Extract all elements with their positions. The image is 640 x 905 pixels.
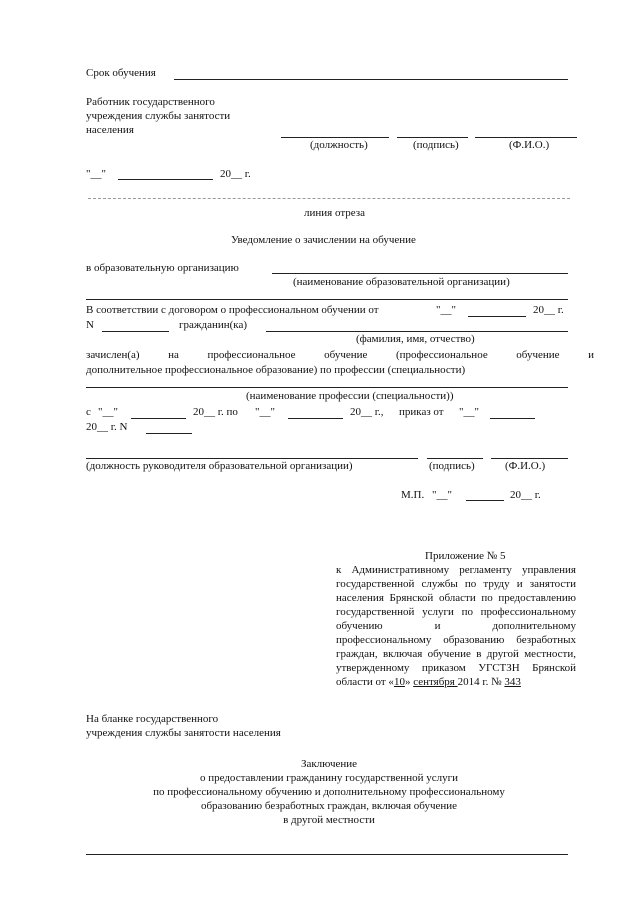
contract-month-line — [468, 316, 526, 317]
appendix-year: 2014 г. № — [457, 676, 505, 688]
appendix-line: утвержденному приказом УГСТЗН Брянской — [336, 662, 576, 674]
contract-text: В соответствии с договором о профессиональном обучении от — [86, 304, 379, 316]
enrolled-word: на — [168, 349, 179, 361]
period-quote-2: "__" — [255, 406, 275, 418]
number-line — [102, 331, 169, 332]
profession-caption: (наименование профессии (специальности)) — [246, 390, 454, 402]
stamp-month-line — [466, 500, 504, 501]
worker-label-line1: Работник государственного — [86, 96, 215, 108]
appendix-date-prefix: области от « — [336, 676, 394, 688]
appendix-line-5 — [336, 620, 576, 633]
period-year-2: 20__ г., — [350, 406, 384, 418]
appendix-day: 10 — [393, 676, 405, 688]
order-year: 20__ г. N — [86, 421, 128, 433]
date-month-line — [118, 179, 213, 180]
conclusion-line: в другой местности — [283, 814, 375, 826]
appendix-word: дополнительному — [492, 620, 576, 632]
worker-label-line2: учреждения службы занятости — [86, 110, 231, 122]
enrolled-line — [86, 349, 594, 362]
appendix-number: Приложение № 5 — [425, 550, 506, 562]
appendix-line: государственной услуги по профессиональному — [336, 606, 576, 618]
notice-title: Уведомление о зачислении на обучение — [231, 234, 416, 246]
head-name-line — [491, 458, 568, 459]
conclusion-line: по профессиональному обучению и дополнительному профессиональному — [153, 786, 505, 798]
stamp-date-quote: "__" — [432, 489, 452, 501]
appendix-word: обучению — [336, 620, 383, 632]
appendix-line: профессиональному образованию безработных — [336, 634, 576, 646]
signature-line — [397, 137, 468, 138]
contract-year: 20__ г. — [533, 304, 564, 316]
head-position-line — [86, 458, 418, 459]
head-signature-line — [427, 458, 483, 459]
appendix-order-number: 343 — [504, 676, 521, 688]
stamp-date-year: 20__ г. — [510, 489, 541, 501]
fio-caption: (фамилия, имя, отчество) — [356, 333, 475, 345]
head-position-caption: (должность руководителя образовательной организации) — [86, 460, 353, 472]
order-label: приказ от — [399, 406, 444, 418]
head-name-caption: (Ф.И.О.) — [505, 460, 546, 472]
appendix-month: сентября — [413, 676, 458, 688]
order-quote: "__" — [459, 406, 479, 418]
signature-caption: (подпись) — [413, 139, 459, 151]
training-period-label: Срок обучения — [86, 67, 156, 79]
appendix-line: граждан, включая обучение в другой местности, — [336, 648, 576, 660]
order-number-line — [146, 433, 192, 434]
citizen-label: гражданин(ка) — [179, 319, 248, 331]
conclusion-title: Заключение — [300, 758, 358, 770]
order-month-line — [490, 418, 535, 419]
appendix-last-line — [336, 676, 521, 689]
name-caption: (Ф.И.О.) — [509, 139, 550, 151]
training-period-line — [174, 79, 568, 80]
position-caption: (должность) — [310, 139, 368, 151]
appendix-line: населения Брянской области по предоставлению — [336, 592, 576, 604]
position-line — [281, 137, 389, 138]
org-caption: (наименование образовательной организации) — [293, 276, 510, 288]
enrolled-word: и — [588, 349, 594, 361]
enrolled-word: зачислен(а) — [86, 349, 140, 361]
citizen-name-line — [266, 331, 568, 332]
enrolled-word: обучение — [324, 349, 368, 361]
cut-line-caption: линия отреза — [304, 207, 365, 219]
appendix-line: государственной службы по труду и занятости — [336, 578, 576, 590]
cut-dashed-line — [88, 198, 570, 199]
appendix-word: и — [434, 620, 441, 632]
period-month-line-1 — [131, 418, 186, 419]
date-year: 20__ г. — [220, 168, 251, 180]
number-label: N — [86, 319, 94, 331]
org-line — [272, 273, 568, 274]
profession-line — [86, 387, 568, 388]
contract-quote: "__" — [436, 304, 456, 316]
appendix-quote-close: » — [404, 676, 414, 688]
name-line — [475, 137, 577, 138]
org-line-2 — [86, 299, 568, 300]
period-year-1: 20__ г. по — [193, 406, 238, 418]
enrolled-word: (профессиональное — [395, 349, 488, 361]
head-signature-caption: (подпись) — [429, 460, 475, 472]
period-quote-1: "__" — [98, 406, 118, 418]
enrolled-word: профессиональное — [207, 349, 296, 361]
enrolled-line-2: дополнительное профессиональное образование) по профессии (специальности) — [86, 364, 466, 376]
period-from: с — [86, 406, 91, 418]
date-quote: "__" — [86, 168, 106, 180]
blank-line-2: учреждения службы занятости населения — [86, 727, 281, 739]
period-month-line-2 — [288, 418, 343, 419]
appendix-line: к Административному регламенту управления — [336, 564, 576, 576]
conclusion-line: о предоставлении гражданину государственной услуги — [199, 772, 459, 784]
worker-label-line3: населения — [86, 124, 134, 136]
conclusion-line: образованию безработных граждан, включая обучение — [200, 800, 458, 812]
enrolled-word: обучение — [516, 349, 560, 361]
conclusion-bottom-line — [86, 854, 568, 855]
org-label: в образовательную организацию — [86, 262, 239, 274]
stamp-place: М.П. — [401, 489, 425, 501]
blank-line-1: На бланке государственного — [86, 713, 219, 725]
